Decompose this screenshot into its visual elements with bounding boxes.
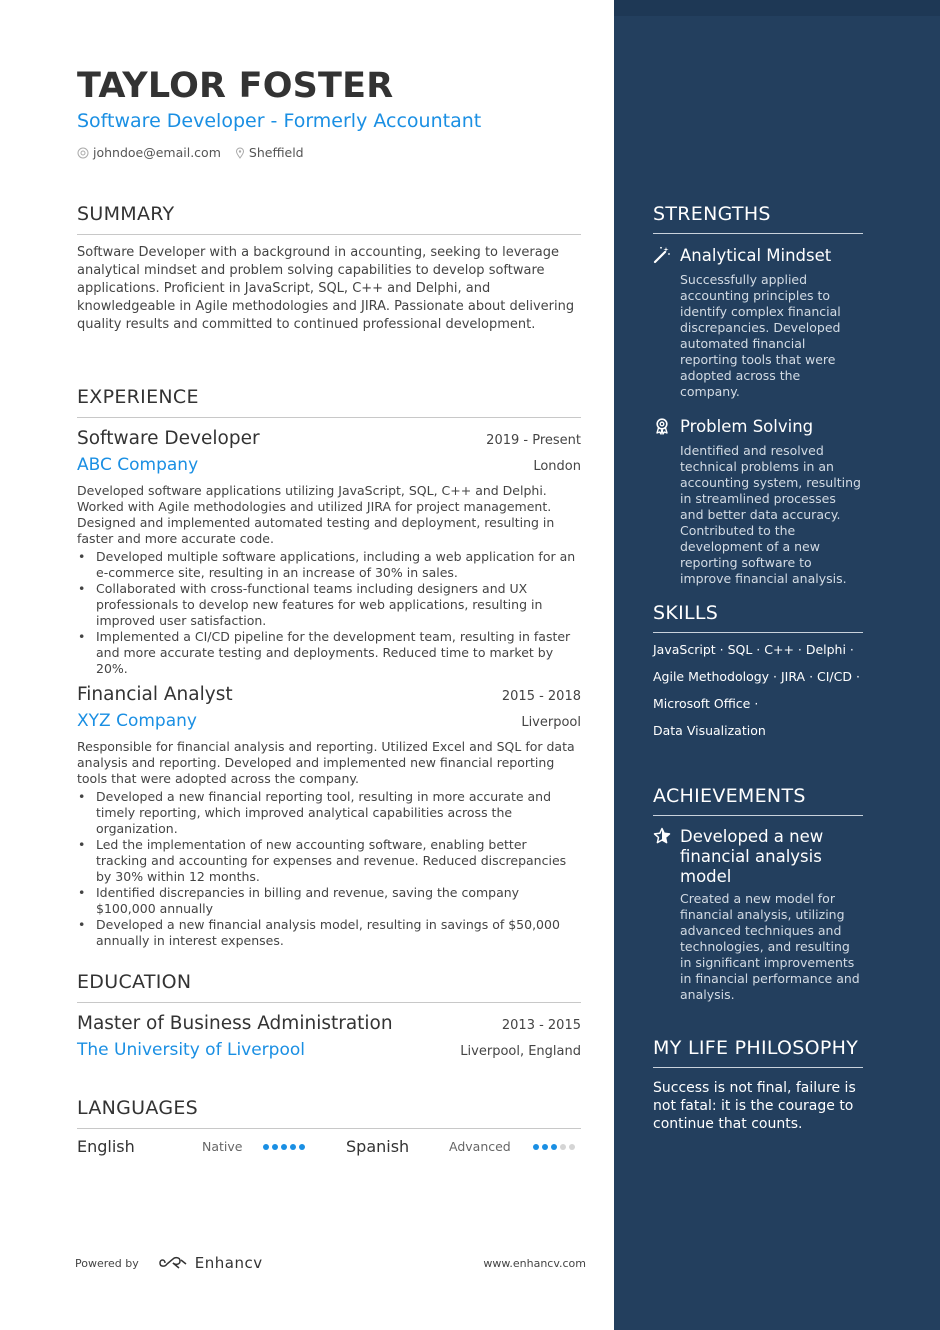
contact-email[interactable] — [77, 145, 221, 160]
sidebar-top-strip — [614, 0, 940, 16]
language-level: Advanced — [449, 1139, 511, 1154]
skills-line: Agile Methodology · JIRA · CI/CD · — [653, 669, 860, 684]
job-description: Responsible for financial analysis and reporting. Utilized Excel and SQL for data analysis and reporting. Developed and implemented new financial reporting tools that were adopted across the company. — [77, 739, 575, 786]
language-proficiency-dots — [533, 1144, 575, 1150]
degree-title: Master of Business Administration — [77, 1013, 393, 1034]
skills-line: JavaScript · SQL · C++ · Delphi · — [653, 642, 854, 657]
achievement-item — [653, 827, 863, 1003]
language-name: English — [77, 1137, 135, 1156]
bullet-item: • Collaborated with cross-functional teams including designers and UX professionals to develop new features for web applications, resulting in improved user satisfaction. — [77, 581, 581, 629]
skills-section — [653, 602, 863, 749]
philosophy-section — [653, 1037, 863, 1133]
proficiency-dot-filled — [533, 1144, 539, 1150]
job-location: Liverpool — [521, 715, 581, 730]
magic-wand-icon — [653, 246, 671, 268]
strength-description: Successfully applied accounting principles to identify complex financial discrepancies. Developed automated financial reporting tools that were adopted across the company. — [680, 272, 841, 399]
proficiency-dot-empty — [560, 1144, 566, 1150]
languages-row — [77, 1137, 581, 1156]
page-footer — [75, 1254, 586, 1272]
school-name: The University of Liverpool — [77, 1040, 305, 1060]
company-name: XYZ Company — [77, 711, 197, 731]
candidate-headline: Software Developer - Formerly Accountant — [77, 110, 482, 132]
achievement-description: Created a new model for financial analysis, utilizing advanced techniques and technologies, and resulting in significant improvements in financial performance and analysis. — [680, 891, 860, 1002]
achievements-section — [653, 785, 863, 1003]
footer-url[interactable]: www.enhancv.com — [483, 1256, 586, 1270]
strength-item — [653, 417, 863, 587]
brand-name: Enhancv — [194, 1254, 263, 1272]
at-icon — [77, 147, 89, 159]
job-entry — [77, 684, 581, 949]
language-name: Spanish — [346, 1137, 410, 1156]
job-title: Financial Analyst — [77, 684, 233, 705]
skills-list — [653, 641, 863, 749]
education-dates: 2013 - 2015 — [501, 1018, 581, 1033]
bullet-item: • Developed a new financial analysis model, resulting in savings of $50,000 annually in interest expenses. — [77, 917, 581, 949]
contact-location — [235, 145, 304, 160]
infinity-logo-icon — [157, 1256, 189, 1270]
skills-section-title: SKILLS — [653, 602, 863, 633]
proficiency-dot-filled — [551, 1144, 557, 1150]
company-name: ABC Company — [77, 455, 199, 475]
proficiency-dot-filled — [299, 1144, 305, 1150]
education-entry — [77, 1013, 581, 1060]
philosophy-section-title: MY LIFE PHILOSOPHY — [653, 1037, 863, 1068]
proficiency-dot-filled — [281, 1144, 287, 1150]
strengths-section — [653, 203, 863, 587]
job-bullets — [77, 549, 581, 677]
location-text: Sheffield — [248, 145, 304, 160]
philosophy-quote: Success is not final, failure is not fatal: it is the courage to continue that counts. — [653, 1080, 856, 1132]
star-icon — [653, 827, 671, 849]
enhancv-logo[interactable] — [157, 1254, 263, 1272]
job-entry — [77, 428, 581, 677]
bullet-item: • Developed a new financial reporting tool, resulting in more accurate and timely reporting, which improved analytical capabilities across the organization. — [77, 789, 581, 837]
strengths-section-title: STRENGTHS — [653, 203, 863, 234]
proficiency-dot-filled — [272, 1144, 278, 1150]
skills-line: Microsoft Office · — [653, 696, 759, 711]
job-dates: 2019 - Present — [486, 433, 581, 448]
languages-section-title: LANGUAGES — [77, 1097, 581, 1129]
contact-info — [77, 145, 304, 160]
proficiency-dot-filled — [290, 1144, 296, 1150]
education-section-title: EDUCATION — [77, 971, 581, 1003]
proficiency-dot-filled — [542, 1144, 548, 1150]
powered-by-label: Powered by — [75, 1256, 139, 1270]
school-location: Liverpool, England — [460, 1044, 581, 1059]
bullet-item: • Implemented a CI/CD pipeline for the development team, resulting in faster and more accurate testing and deployments. Reduced time to market by 20%. — [77, 629, 581, 677]
bullet-item: • Developed multiple software applications, including a web application for an e-commerce site, resulting in an increase of 30% in sales. — [77, 549, 581, 581]
location-pin-icon — [235, 147, 245, 159]
experience-section-title: EXPERIENCE — [77, 386, 581, 418]
bullet-item: • Identified discrepancies in billing and revenue, saving the company $100,000 annually — [77, 885, 581, 917]
strength-title: Problem Solving — [680, 417, 814, 436]
award-ribbon-icon — [653, 417, 671, 439]
proficiency-dot-empty — [569, 1144, 575, 1150]
job-bullets — [77, 789, 581, 949]
proficiency-dot-filled — [263, 1144, 269, 1150]
strength-description: Identified and resolved technical problems in an accounting system, resulting in streamlined processes and better data accuracy. Contributed to the development of a new reporting software to improve financial analysis. — [680, 443, 861, 586]
summary-text: Software Developer with a background in accounting, seeking to leverage analytical mindset and problem solving capabilities to develop software applications. Proficient in JavaScript, SQL, C++ and Delphi, and knowledgeable in Agile methodologies and JIRA. Passionate about delivering quality results and committed to continued professional development. — [77, 245, 575, 332]
bullet-item: • Led the implementation of new accounting software, enabling better tracking and accounting for expenses and revenue. Reduced discrepancies by 30% within 12 months. — [77, 837, 581, 885]
achievements-section-title: ACHIEVEMENTS — [653, 785, 863, 816]
strength-title: Analytical Mindset — [680, 246, 832, 265]
job-description: Developed software applications utilizing JavaScript, SQL, C++ and Delphi. Worked with Agile methodologies and utilized JIRA for project management. Designed and implemented automated testing and deployment, resulting in faster and more accurate code. — [77, 483, 555, 546]
candidate-name: TAYLOR FOSTER — [77, 66, 394, 106]
language-level: Native — [202, 1139, 243, 1154]
language-proficiency-dots — [263, 1144, 346, 1150]
skills-line: Data Visualization — [653, 723, 766, 738]
job-title: Software Developer — [77, 428, 260, 449]
strength-item — [653, 246, 863, 400]
email-text: johndoe@email.com — [93, 145, 221, 160]
summary-section-title: SUMMARY — [77, 203, 581, 235]
job-location: London — [533, 459, 581, 474]
job-dates: 2015 - 2018 — [501, 689, 581, 704]
achievement-title: Developed a new financial analysis model — [680, 827, 824, 886]
footer-brand — [75, 1254, 263, 1272]
